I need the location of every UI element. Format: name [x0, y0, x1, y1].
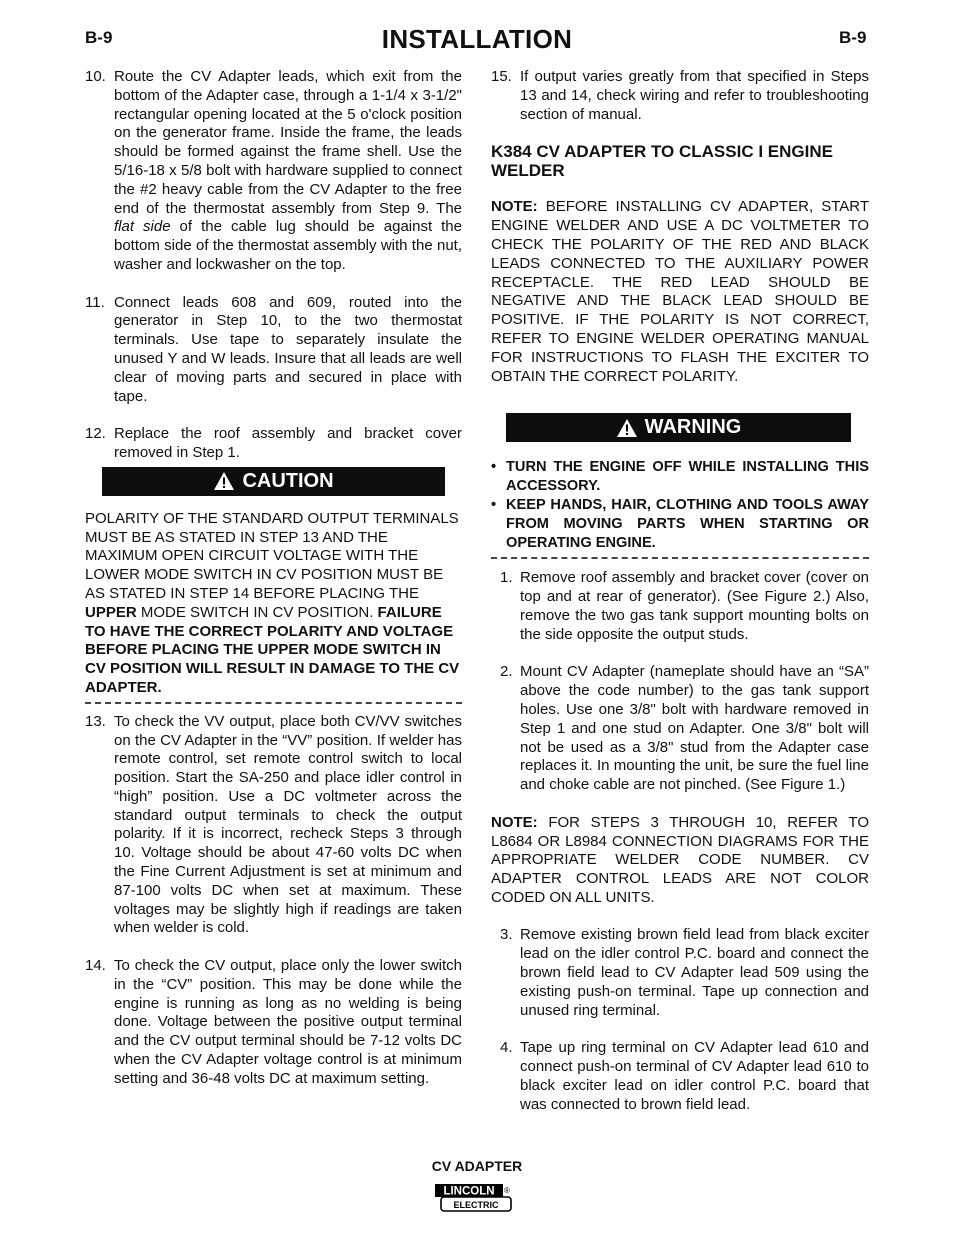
caution-divider [85, 702, 462, 704]
step-number: 10. [85, 68, 106, 85]
note-connection-diagrams: NOTE: FOR STEPS 3 THROUGH 10, REFER TO L8684 OR L8984 CONNECTION DIAGRAMS FOR THE APPROPRIATE WELDER CODE NUMBER. CV ADAPTER CONTROL LEADS ARE NOT COLOR CODED ON ALL UNITS. [491, 813, 869, 906]
warning-triangle-icon [616, 418, 638, 438]
warning-divider [491, 557, 869, 559]
page-number-right: B-9 [839, 28, 867, 47]
warning-label: WARNING [644, 416, 742, 439]
step-12 [85, 425, 462, 463]
step-number: 4. [500, 1039, 513, 1057]
step-text: To check the CV output, place only the lower switch in the “CV” position. This may be done while the engine is running as long as no welding is being done. Voltage between the positive output terminal and the CV output terminal should be 7-12 volts DC when the CV Adapter voltage control is at minimum setting and 36-48 volts DC at maximum setting. [114, 957, 462, 1087]
note-polarity: NOTE: BEFORE INSTALLING CV ADAPTER, START ENGINE WELDER AND USE A DC VOLTMETER TO CHECK THE POLARITY OF THE RED AND BLACK LEADS CONNECTED TO THE AUXILIARY POWER RECEPTACLE. THE RED LEAD SHOULD BE NEGATIVE AND THE BLACK LEAD SHOULD BE POSITIVE. IF THE POLARITY IS NOT CORRECT, REFER TO ENGINE WELDER OPERATING MANUAL FOR INSTRUCTIONS TO FLASH THE EXCITER TO OBTAIN THE CORRECT POLARITY. [491, 198, 869, 385]
step-text: Remove roof assembly and bracket cover (cover on top and at rear of generator). (See Figure 2.) Also, remove the two gas tank support mounting bolts on the side opposite the output studs. [520, 569, 869, 643]
step-number: 11. [85, 293, 105, 311]
step-11 [85, 294, 462, 407]
step-1 [491, 569, 869, 644]
step-15 [491, 68, 869, 124]
right-column [491, 68, 869, 1114]
step-number: 3. [500, 926, 513, 944]
step-3 [491, 926, 869, 1020]
step-number: 1. [500, 569, 513, 587]
step-text: Remove existing brown field lead from black exciter lead on the idler control P.C. board and connect the brown field lead to CV Adapter lead 509 using the existing push-on terminal. Tape up connection and unused ring terminal. [520, 926, 869, 1019]
warning-banner [506, 413, 851, 442]
caution-label: CAUTION [242, 469, 334, 492]
step-4 [491, 1039, 869, 1114]
step-text: Tape up ring terminal on CV Adapter lead 610 and connect push-on terminal of CV Adapter lead 610 to black exciter lead on idler control P.C. board that was connected to brown field lead. [520, 1039, 869, 1113]
step-number: 2. [500, 663, 513, 681]
step-text: Connect leads 608 and 609, routed into the generator in Step 10, to the two thermostat terminals. Use tape to separately insulate the unused Y and W leads. Insure that all leads are well clear of moving parts and secured in place with tape. [114, 293, 462, 405]
step-14 [85, 957, 462, 1089]
svg-text:ELECTRIC: ELECTRIC [453, 1200, 499, 1210]
step-number: 15. [491, 68, 512, 85]
page-number-left: B-9 [85, 28, 113, 47]
svg-text:®: ® [504, 1186, 510, 1195]
step-10 [85, 68, 462, 275]
step-number: 12. [85, 425, 106, 443]
step-text: Mount CV Adapter (nameplate should have an “SA” above the code number) to the gas tank support holes. Use one 3/8" bolt with hardware removed in Step 1 and one stud on Adapter. One 3/8" bolt will not be used as a 3/8" stud from the Adapter case replaces it. In mounting the unit, be sure the fuel line and choke cable are not pinched. (See Figure 1.) [520, 663, 869, 794]
list-item: • TURN THE ENGINE OFF WHILE INSTALLING THIS ACCESSORY. [491, 459, 869, 495]
step-text: Replace the roof assembly and bracket cover removed in Step 1. [114, 425, 462, 461]
left-column [85, 68, 462, 1089]
warning-triangle-icon [213, 471, 235, 491]
step-number: 13. [85, 712, 106, 730]
footer-label: CV ADAPTER [431, 1158, 523, 1174]
list-item: • KEEP HANDS, HAIR, CLOTHING AND TOOLS AWAY FROM MOVING PARTS WHEN STARTING OR OPERATING ENGINE. [491, 496, 869, 551]
section-heading: K384 CV ADAPTER TO CLASSIC I ENGINE WELDER [491, 142, 833, 181]
step-2 [491, 663, 869, 795]
lincoln-electric-logo [434, 1183, 514, 1218]
svg-text:LINCOLN: LINCOLN [443, 1185, 495, 1198]
step-text: If output varies greatly from that specified in Steps 13 and 14, check wiring and refer to troubleshooting section of manual. [520, 68, 869, 123]
caution-text: POLARITY OF THE STANDARD OUTPUT TERMINALS MUST BE AS STATED IN STEP 13 AND THE MAXIMUM OPEN CIRCUIT VOLTAGE WITH THE LOWER MODE SWITCH IN CV POSITION MUST BE AS STATED IN STEP 14 BEFORE PLACING THE UPPER MODE SWITCH IN CV POSITION. FAILURE TO HAVE THE CORRECT POLARITY AND VOLTAGE BEFORE PLACING THE UPPER MODE SWITCH IN CV POSITION WILL RESULT IN DAMAGE TO THE CV ADAPTER. [85, 509, 460, 696]
step-number: 14. [85, 957, 106, 975]
warning-list [491, 458, 869, 552]
step-text: To check the VV output, place both CV/VV switches on the CV Adapter in the “VV” position. If welder has remote control, set remote control switch to local position. Start the SA-250 and place idler control in “high” position. Use a DC voltmeter across the standard output terminals to check the output polarity. If it is incorrect, recheck Steps 3 through 10. Voltage should be about 47-60 volts DC when the Fine Current Adjustment is set at minimum and 87-100 volts DC when set at maximum. These voltages may be slightly high if readings are taken when welder is cold. [114, 712, 462, 937]
step-13 [85, 713, 462, 939]
step-text: Route the CV Adapter leads, which exit from the bottom of the Adapter case, through a 1-1/4 x 3-1/2" rectangular opening located at the 5 o'clock position on the generator frame. Inside the frame, the leads should be formed against the frame shell. Use the 5/16-18 x 5/8 bolt with hardware supplied to connect the #2 heavy cable from the CV Adapter to the free end of the thermostat assembly from Step 9. The flat side of the cable lug should be against the bottom side of the thermostat assembly with the nut, washer and lockwasher on the top. [114, 68, 462, 273]
page-title: INSTALLATION [381, 24, 573, 54]
caution-banner [102, 467, 445, 496]
